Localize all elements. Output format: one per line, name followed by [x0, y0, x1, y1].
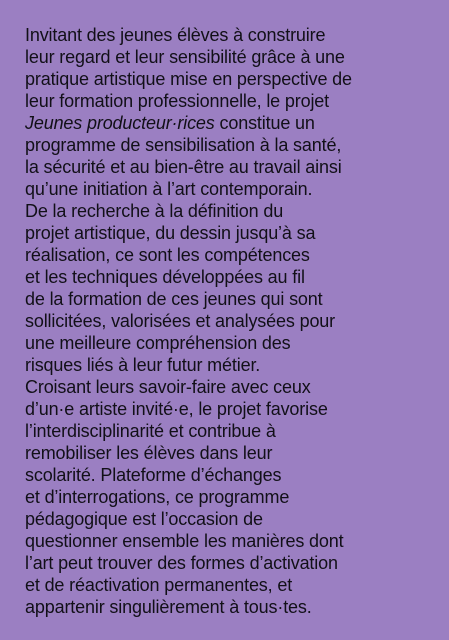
- text-line: scolarité. Plateforme d’échanges: [25, 465, 282, 485]
- text-line: sollicitées, valorisées et analysées pour: [25, 311, 336, 331]
- text-line: la sécurité et au bien-être au travail ainsi: [25, 157, 342, 177]
- text-line: Invitant des jeunes élèves à construire: [25, 25, 326, 45]
- text-line: questionner ensemble les manières dont: [25, 531, 344, 551]
- text-fragment: constitue un: [214, 113, 315, 133]
- text-line: projet artistique, du dessin jusqu’à sa: [25, 223, 316, 243]
- text-line: [25, 112, 445, 134]
- text-line: réalisation, ce sont les compétences: [25, 245, 310, 265]
- body-text: [25, 24, 445, 618]
- text-line: l’interdisciplinarité et contribue à: [25, 421, 276, 441]
- text-line: et les techniques développées au fil: [25, 267, 305, 287]
- text-line: pédagogique est l’occasion de: [25, 509, 263, 529]
- text-line: Croisant leurs savoir-faire avec ceux: [25, 377, 311, 397]
- text-line: une meilleure compréhension des: [25, 333, 291, 353]
- text-line: remobiliser les élèves dans leur: [25, 443, 273, 463]
- text-line: De la recherche à la définition du: [25, 201, 284, 221]
- text-line: leur regard et leur sensibilité grâce à une: [25, 47, 345, 67]
- text-line: leur formation professionnelle, le projet: [25, 91, 330, 111]
- text-line: de la formation de ces jeunes qui sont: [25, 289, 323, 309]
- text-line: qu’une initiation à l’art contemporain.: [25, 179, 313, 199]
- text-line: risques liés à leur futur métier.: [25, 355, 261, 375]
- text-line: et de réactivation permanentes, et: [25, 575, 293, 595]
- text-line: et d’interrogations, ce programme: [25, 487, 290, 507]
- text-line: appartenir singulièrement à tous·tes.: [25, 597, 312, 617]
- project-title: Jeunes producteur·rices: [25, 113, 215, 133]
- text-line: programme de sensibilisation à la santé,: [25, 135, 342, 155]
- text-line: pratique artistique mise en perspective de: [25, 69, 352, 89]
- text-line: d’un·e artiste invité·e, le projet favorise: [25, 399, 328, 419]
- text-line: l’art peut trouver des formes d’activation: [25, 553, 338, 573]
